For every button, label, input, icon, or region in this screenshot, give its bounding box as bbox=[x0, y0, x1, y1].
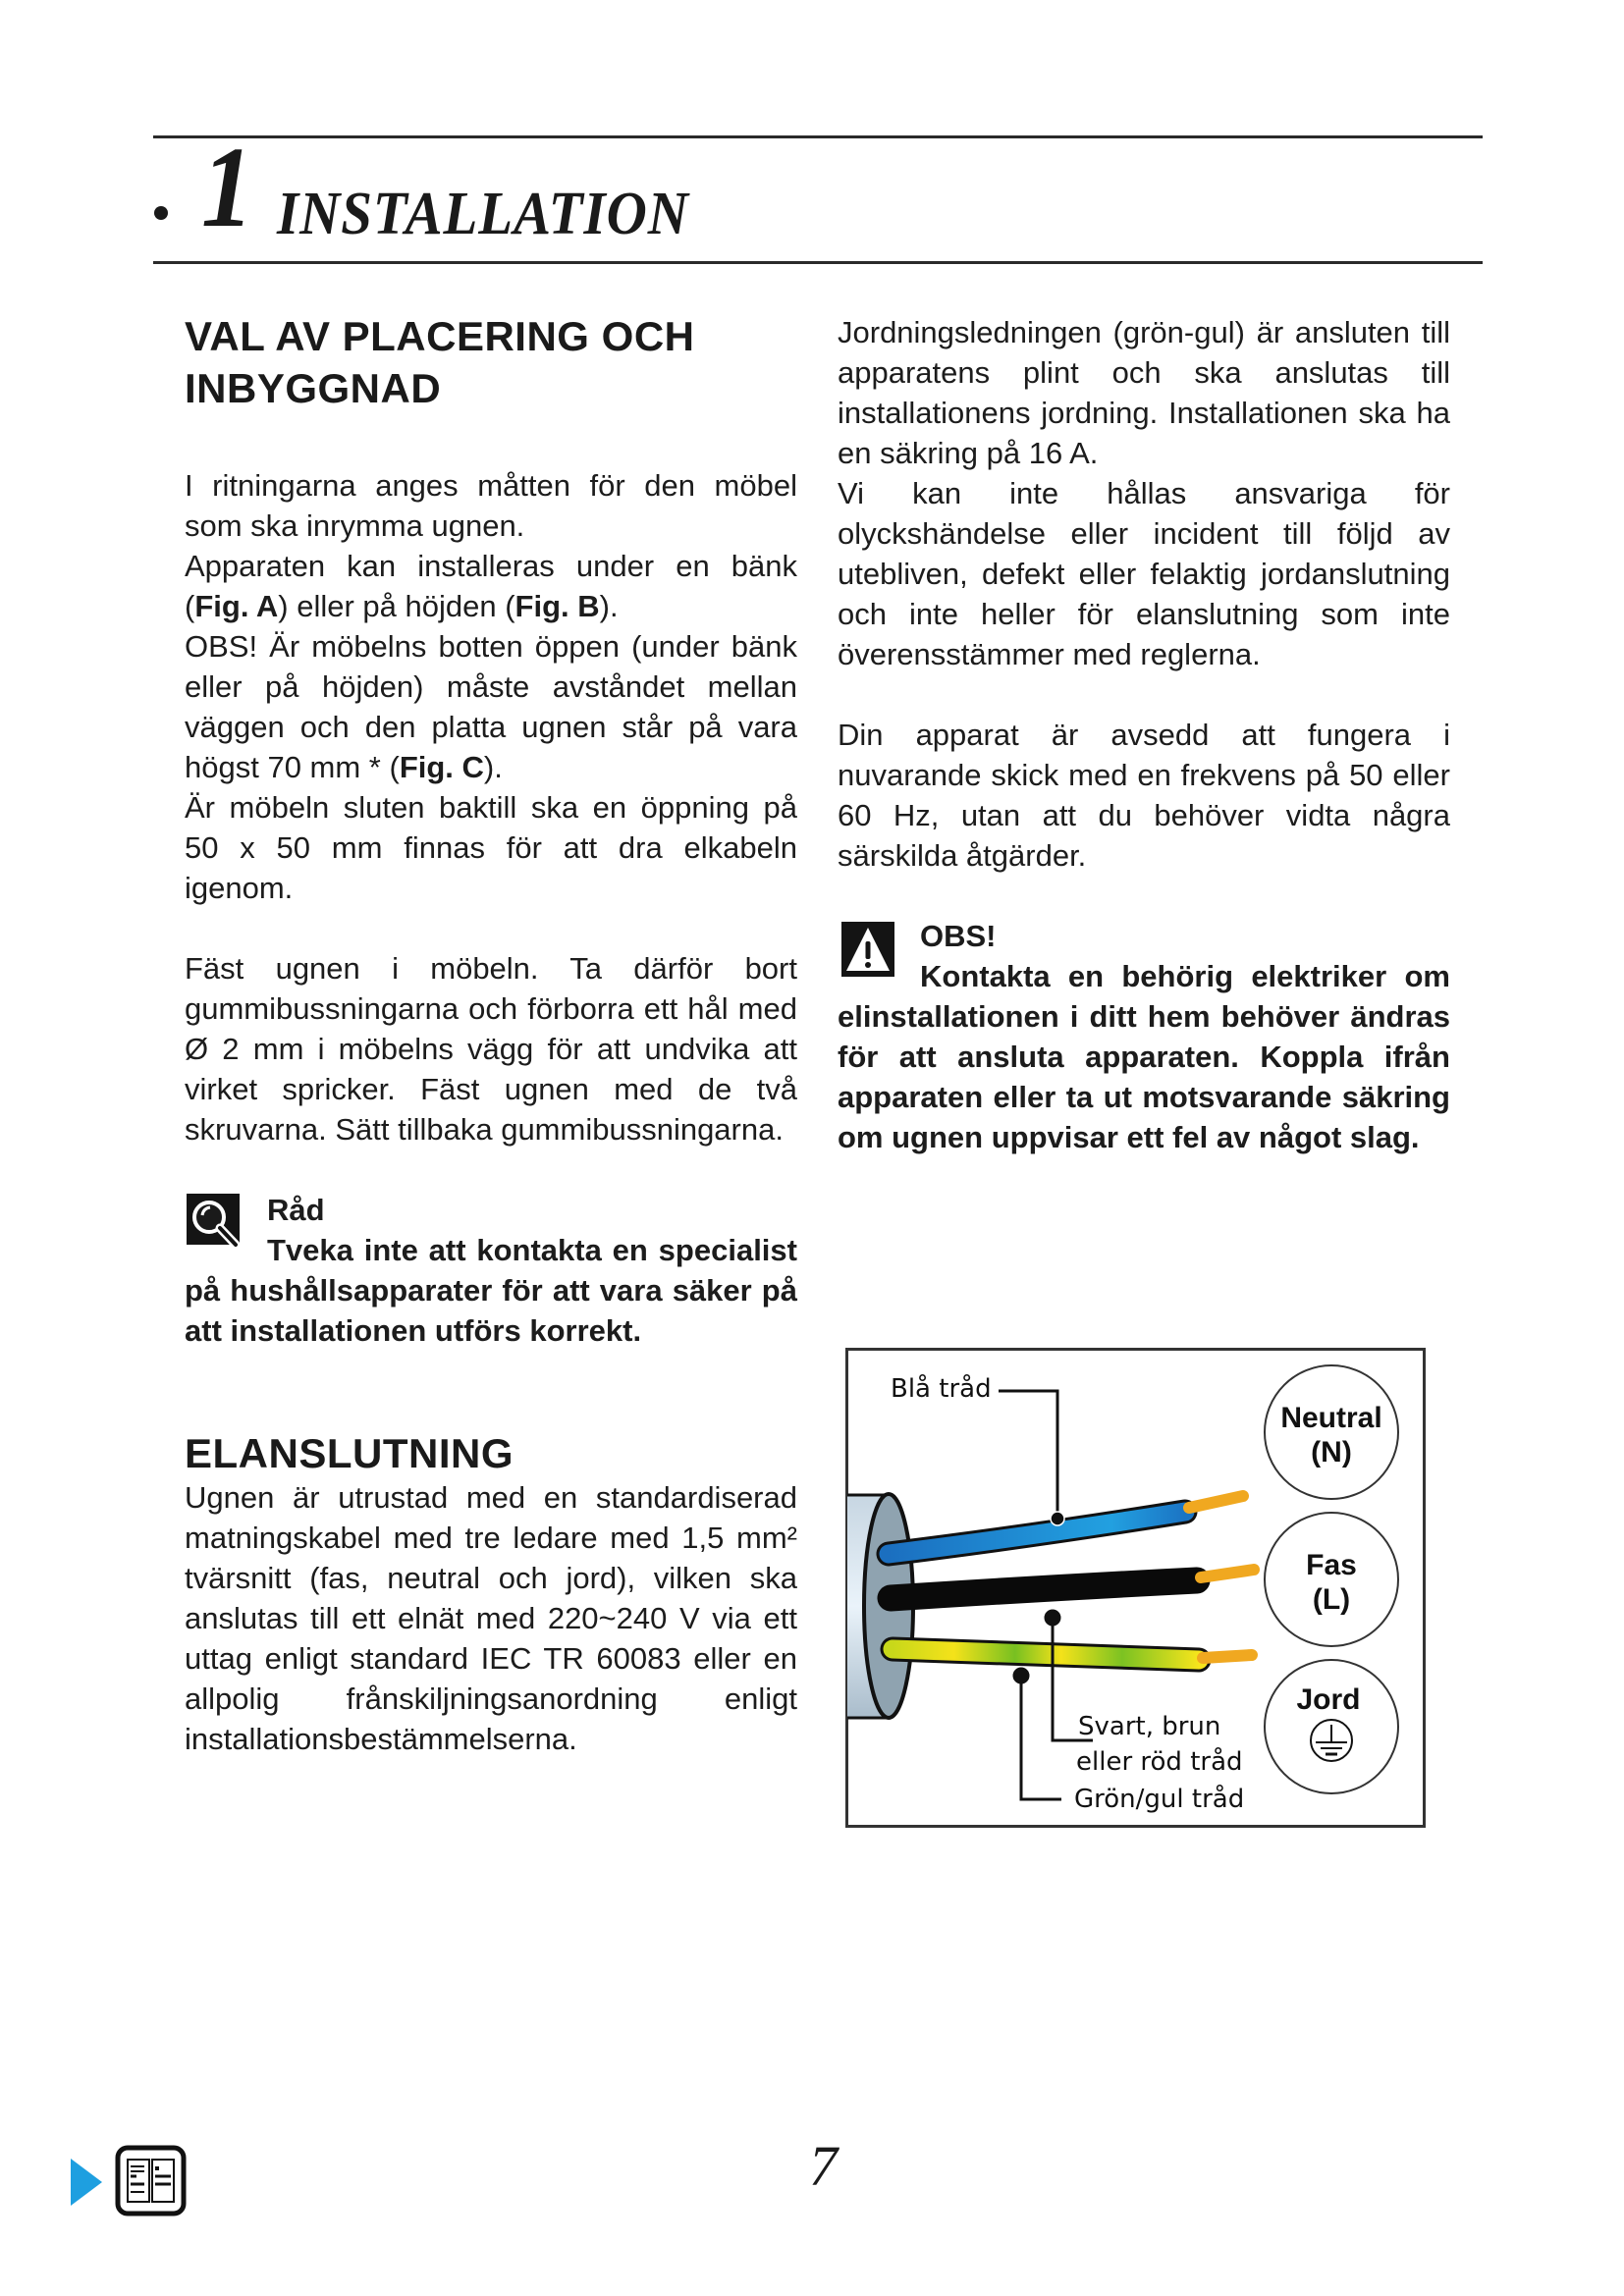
magnifier-icon bbox=[185, 1194, 253, 1249]
heading-line: INBYGGNAD bbox=[185, 365, 442, 411]
chapter-number: 1 bbox=[201, 123, 254, 251]
figure-ref: Fig. A bbox=[194, 589, 279, 623]
paragraph: Din apparat är avsedd att fungera i nuvarande skick med en frekvens på 50 eller 60 Hz, utan att du behöver vidta några särskilda åtgärder. bbox=[838, 718, 1450, 873]
book-contents-icon[interactable] bbox=[115, 2145, 187, 2216]
nav-arrow-icon[interactable] bbox=[71, 2159, 102, 2206]
paragraph bbox=[185, 626, 797, 787]
paragraph: Är möbeln sluten baktill ska en öppning på 50 x 50 mm finnas för att dra elkabeln igenom. bbox=[185, 790, 797, 905]
tip-text: Tveka inte att kontakta en specialist på hushållsapparater för att vara säker på att installationen utförs korrekt. bbox=[185, 1233, 797, 1348]
chapter-title: INSTALLATION bbox=[277, 181, 689, 247]
label-blue-wire: Blå tråd bbox=[891, 1374, 992, 1404]
tip-box bbox=[185, 1190, 797, 1351]
terminal-live-name: Fas bbox=[1306, 1549, 1357, 1581]
paragraph: I ritningarna anges måtten för den möbel som ska inrymma ugnen. bbox=[185, 468, 797, 543]
right-column bbox=[838, 312, 1450, 1157]
warning-box bbox=[838, 916, 1450, 1157]
section-heading-electrical: ELANSLUTNING bbox=[185, 1430, 514, 1476]
warning-title: OBS! bbox=[920, 919, 997, 953]
paragraph: Ugnen är utrustad med en standardiserad matningskabel med tre ledare med 1,5 mm² tvärsnitt (fas, neutral och jord), vilken ska anslutas till ett elnät med 220~240 V via ett uttag enligt standard IEC TR 60083 eller en allpolig frånskiljningsanordning enligt installationsbestämmelserna. bbox=[185, 1480, 797, 1756]
warning-icon bbox=[838, 920, 906, 975]
section-heading-placement bbox=[185, 310, 797, 414]
text: ). bbox=[599, 589, 619, 623]
terminal-neutral-code: (N) bbox=[1311, 1436, 1352, 1468]
paragraph bbox=[185, 546, 797, 626]
terminal-neutral bbox=[1265, 1365, 1398, 1499]
chapter-bullet bbox=[154, 206, 168, 220]
wiring-diagram bbox=[845, 1348, 1426, 1828]
terminal-live bbox=[1265, 1513, 1398, 1646]
paragraph: Vi kan inte hållas ansvariga för olyckshändelse eller incident till följd av utebliven, defekt eller felaktig jordanslutning och inte heller för elanslutning som inte överensstämmer med reglerna. bbox=[838, 476, 1450, 671]
tip-title: Råd bbox=[267, 1193, 325, 1227]
page-number: 7 bbox=[809, 2134, 838, 2198]
left-column bbox=[185, 310, 797, 1759]
terminal-live-code: (L) bbox=[1312, 1583, 1351, 1616]
text: Apparaten kan installeras under en bänk ( bbox=[185, 549, 797, 623]
text: OBS! Är möbelns botten öppen (under bänk eller på höjden) måste avståndet mellan väggen och den platta ugnen står på vara högst 70 mm * ( bbox=[185, 629, 797, 784]
figure-ref: Fig. C bbox=[399, 750, 484, 784]
terminal-neutral-name: Neutral bbox=[1280, 1402, 1382, 1434]
terminal-earth-name: Jord bbox=[1296, 1683, 1361, 1716]
heading-line: VAL AV PLACERING OCH bbox=[185, 313, 695, 359]
header-top-rule bbox=[153, 135, 1483, 138]
warning-text: Kontakta en behörig elektriker om elinstallationen i ditt hem behöver ändras för att ansluta apparaten. Koppla ifrån apparaten eller ta ut motsvarande säkring om ugnen uppvisar ett fel av något slag. bbox=[838, 959, 1450, 1154]
text: ). bbox=[483, 750, 503, 784]
earth-wire bbox=[893, 1649, 1252, 1660]
text: ) eller på höjden ( bbox=[278, 589, 515, 623]
label-live-wire-1: Svart, brun bbox=[1078, 1712, 1221, 1741]
figure-ref: Fig. B bbox=[514, 589, 600, 623]
label-earth-wire: Grön/gul tråd bbox=[1074, 1785, 1245, 1814]
label-live-wire-2: eller röd tråd bbox=[1076, 1747, 1243, 1777]
terminal-earth bbox=[1265, 1660, 1398, 1793]
paragraph: Jordningsledningen (grön-gul) är ansluten till apparatens plint och ska anslutas till installationens jordning. Installationen ska ha en säkring på 16 A. bbox=[838, 315, 1450, 470]
paragraph: Fäst ugnen i möbeln. Ta därför bort gummibussningarna och förborra ett hål med Ø 2 mm i möbelns vägg för att undvika att virket spricker. Fäst ugnen med de två skruvarna. Sätt tillbaka gummibussningarna. bbox=[185, 951, 797, 1147]
header-bottom-rule bbox=[153, 261, 1483, 264]
